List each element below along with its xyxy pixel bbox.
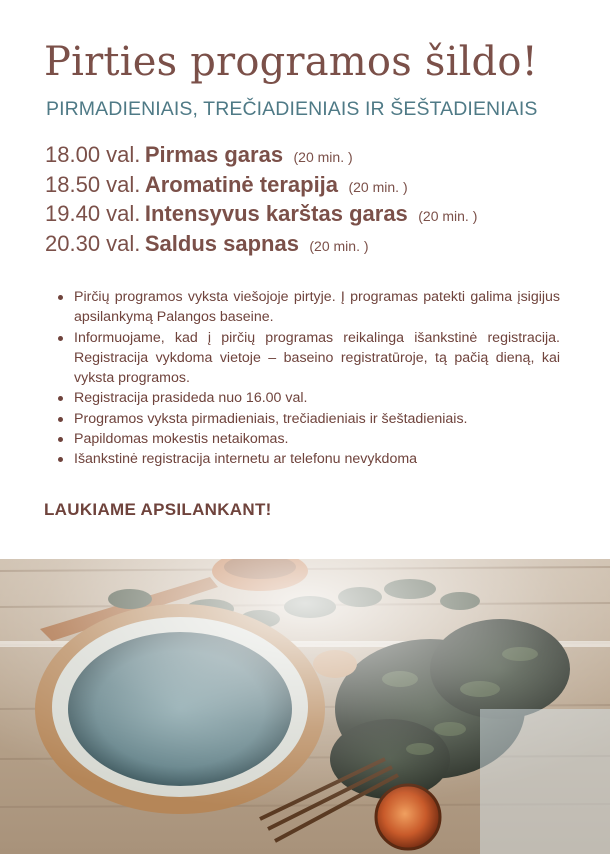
list-item: Papildomas mokestis netaikomas. bbox=[56, 429, 560, 449]
schedule-program-name: Pirmas garas bbox=[144, 142, 284, 167]
schedule-time: 18.00 val. bbox=[45, 142, 141, 167]
schedule-duration: (20 min. ) bbox=[293, 149, 353, 165]
schedule-time: 18.50 val. bbox=[45, 171, 141, 197]
program-schedule bbox=[45, 140, 585, 258]
schedule-row bbox=[45, 199, 585, 229]
schedule-duration: (20 min. ) bbox=[348, 178, 408, 195]
schedule-time: 19.40 val. bbox=[45, 201, 141, 226]
schedule-program-name: Saldus sapnas bbox=[144, 230, 299, 256]
schedule-time: 20.30 val. bbox=[45, 230, 141, 256]
list-item: Pirčių programos vyksta viešojoje pirtyje. Į programas patekti galima įsigijus apsilankymą Palangos baseine. bbox=[56, 287, 560, 328]
sauna-photo bbox=[0, 559, 610, 854]
days-subtitle: PIRMADIENIAIS, TREČIADIENIAIS IR ŠEŠTADIENIAIS bbox=[46, 98, 538, 120]
closing-message: LAUKIAME APSILANKANT! bbox=[44, 500, 272, 519]
schedule-program-name: Intensyvus karštas garas bbox=[144, 201, 408, 226]
schedule-duration: (20 min. ) bbox=[309, 237, 369, 254]
list-item: Išankstinė registracija internetu ar telefonu nevykdoma bbox=[56, 449, 560, 469]
list-item: Informuojame, kad į pirčių programas reikalinga išankstinė registracija. Registracija vykdoma vietoje – baseino registratūroje, tą pačią dieną, kai vyksta programos. bbox=[56, 328, 560, 389]
list-item: Registracija prasideda nuo 16.00 val. bbox=[56, 388, 560, 408]
page-title: Pirties programos šildo! bbox=[44, 39, 538, 85]
list-item: Programos vyksta pirmadieniais, trečiadieniais ir šeštadieniais. bbox=[56, 409, 560, 429]
schedule-row bbox=[45, 229, 585, 259]
schedule-program-name: Aromatinė terapija bbox=[144, 171, 339, 197]
schedule-row bbox=[45, 170, 585, 200]
info-list bbox=[56, 287, 560, 470]
schedule-duration: (20 min. ) bbox=[418, 208, 478, 224]
schedule-row bbox=[45, 140, 585, 170]
